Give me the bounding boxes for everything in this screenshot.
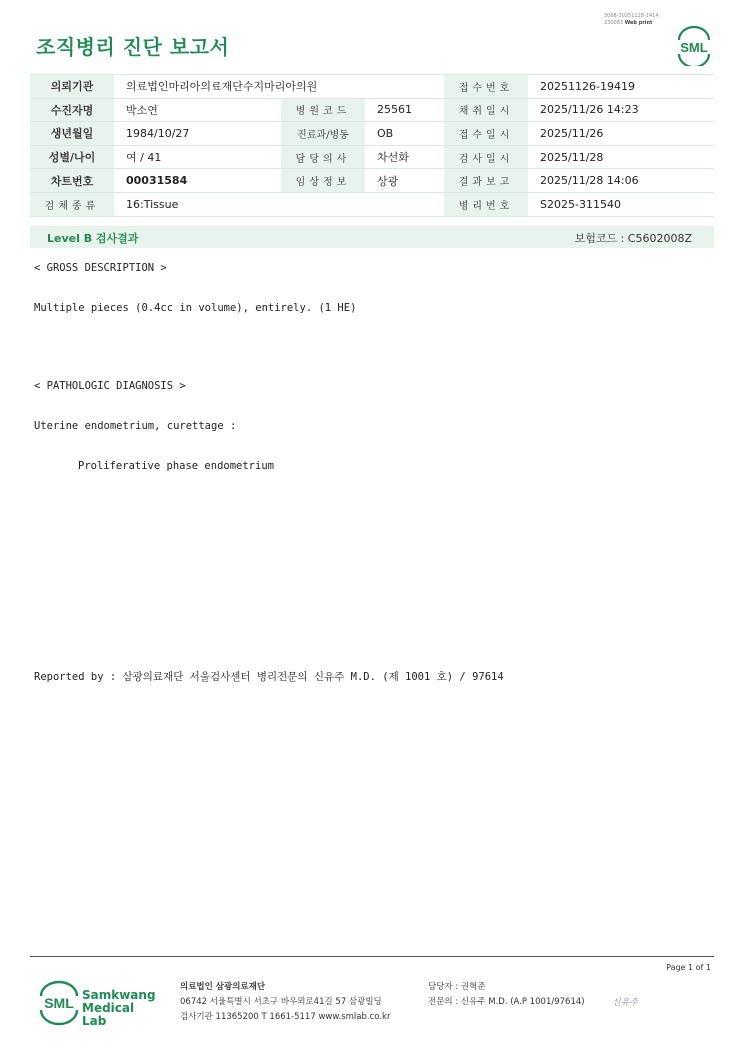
label-test-date: 검사일시 [444, 145, 528, 169]
footer-logo-text: SML [44, 995, 74, 1011]
print-code-2: 230083 Web print [604, 20, 653, 26]
label-hospital-code: 병원코드 [281, 98, 365, 122]
footer-contact: 검사기관 11365200 T 1661-5117 www.smlab.co.kr [180, 1012, 391, 1022]
reported-by: Reported by : 삼광의료재단 서울검사센터 병리전문의 신유주 M.D. (제 1001 호) / 97614 [34, 671, 504, 683]
value-birth-date: 1984/10/27 [114, 122, 281, 146]
label-pathology-number: 병리번호 [444, 192, 528, 216]
table-row [30, 192, 714, 216]
level-label: Level B 검사결과 [47, 232, 139, 245]
label-physician: 담당의사 [281, 145, 365, 169]
footer-staff [428, 980, 585, 1010]
footer-org: 의료법인 삼광의료재단 [180, 982, 266, 992]
value-test-date: 2025/11/28 [528, 145, 714, 169]
patient-info-table [30, 74, 714, 217]
label-result-report: 결과보고 [444, 169, 528, 193]
footer-manager: 담당자 : 권혁준 [428, 982, 486, 992]
label-collection-datetime: 채취일시 [444, 98, 528, 122]
insurance-code: 보험코드 : C5602008Z [574, 232, 692, 245]
diagnosis-result: Proliferative phase endometrium [78, 460, 274, 472]
page-number: Page 1 of 1 [666, 963, 711, 972]
value-receipt-number: 20251126-19419 [528, 75, 714, 99]
label-requesting-institution: 의뢰기관 [30, 75, 114, 99]
signature: 신유주 [612, 998, 639, 1008]
label-department: 진료과/병동 [281, 122, 365, 146]
value-hospital-code: 25561 [365, 98, 444, 122]
gross-heading: < GROSS DESCRIPTION > [34, 262, 167, 274]
table-row [30, 145, 714, 169]
footer-address-line: 06742 서울특별시 서초구 바우뫼로41길 57 삼광빌딩 [180, 997, 382, 1007]
value-receipt-date: 2025/11/26 [528, 122, 714, 146]
print-meta [604, 13, 659, 27]
value-patient-name: 박소연 [114, 98, 281, 122]
value-requesting-institution: 의료법인마리아의료재단수지마리아의원 [114, 75, 444, 99]
value-clinical-info: 상광 [365, 169, 444, 193]
footer-brand-name: Samkwang Medical Lab [82, 988, 156, 1028]
value-specimen-type: 16:Tissue [114, 192, 444, 216]
diagnosis-site: Uterine endometrium, curettage : [34, 420, 237, 432]
label-birth-date: 생년월일 [30, 122, 114, 146]
label-chart-number: 차트번호 [30, 169, 114, 193]
label-patient-name: 수진자명 [30, 98, 114, 122]
value-department: OB [365, 122, 444, 146]
sml-logo-icon [672, 26, 716, 66]
page-title: 조직병리 진단 보고서 [36, 35, 230, 59]
value-pathology-number: S2025-311540 [528, 192, 714, 216]
diagnosis-heading: < PATHOLOGIC DIAGNOSIS > [34, 380, 186, 392]
level-bar [30, 226, 714, 248]
value-result-report: 2025/11/28 14:06 [528, 169, 714, 193]
table-row [30, 122, 714, 146]
footer-divider [30, 956, 714, 957]
label-sex-age: 성별/나이 [30, 145, 114, 169]
footer-address [180, 980, 390, 1025]
value-sex-age: 여 / 41 [114, 145, 281, 169]
footer-logo [36, 980, 156, 1026]
label-clinical-info: 임상정보 [281, 169, 365, 193]
label-specimen-type: 검체종류 [30, 192, 114, 216]
label-receipt-number: 접수번호 [444, 75, 528, 99]
sml-footer-logo-icon [36, 980, 82, 1026]
value-chart-number: 00031584 [114, 169, 281, 193]
print-code: 3068-20251128-1414 [604, 13, 659, 19]
value-physician: 차선화 [365, 145, 444, 169]
table-row [30, 75, 714, 99]
gross-text: Multiple pieces (0.4cc in volume), entirely. (1 HE) [34, 302, 357, 314]
label-receipt-date: 접수일시 [444, 122, 528, 146]
value-collection-datetime: 2025/11/26 14:23 [528, 98, 714, 122]
logo-text: SML [680, 40, 708, 55]
table-row [30, 98, 714, 122]
table-row [30, 169, 714, 193]
footer-specialist: 전문의 : 신유주 M.D. (A.P 1001/97614) [428, 997, 585, 1007]
